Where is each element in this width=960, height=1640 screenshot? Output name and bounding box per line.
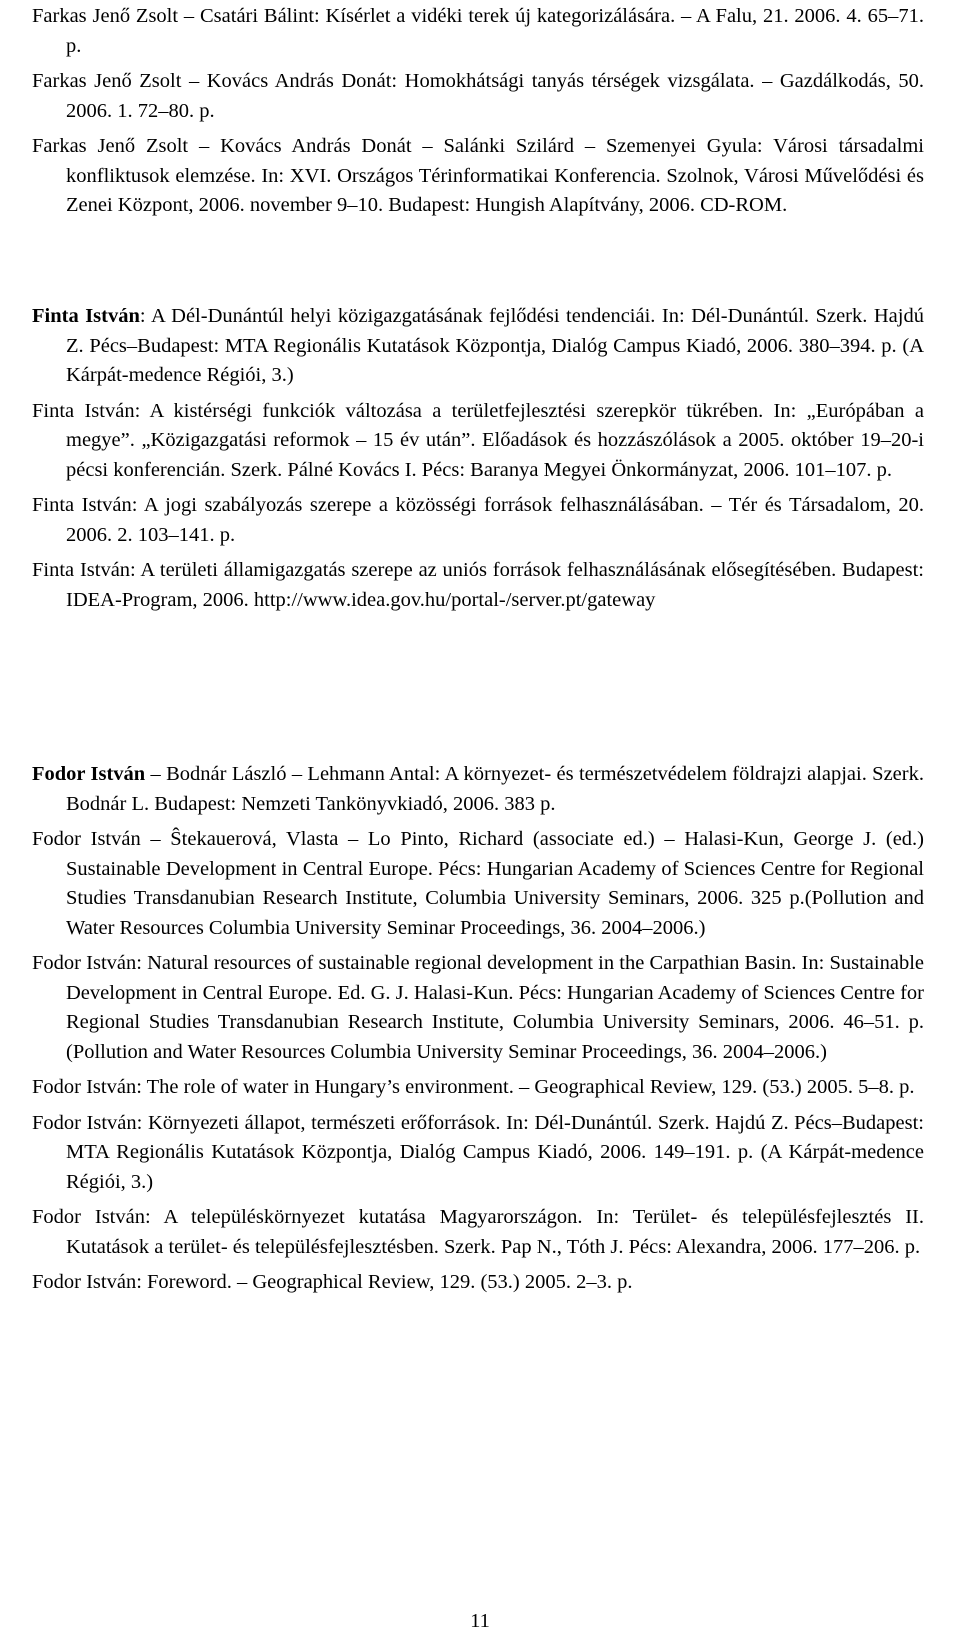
bibliography-entry: Fodor István: The role of water in Hungary’s environment. – Geographical Review, 129. (53.) 2005. 5–8. p. [32, 1076, 915, 1098]
entry-text: – Bodnár László – Lehmann Antal: A környezet- és természetvédelem földrajzi alapjai. Szerk. Bodnár L. Budapest: Nemzeti Tankönyvkiadó, 2006. 383 p. [66, 763, 924, 815]
bibliography-entry: Finta István: A területi államigazgatás szerepe az uniós források felhasználásának elősegítésében. Budapest: IDEA-Program, 2006. http://www.idea.gov.hu/portal-/server.pt/gateway [32, 559, 924, 611]
author-name: Finta István [32, 305, 140, 327]
bibliography-entry: Fodor István: A településkörnyezet kutatása Magyarországon. In: Terület- és településfejlesztés II. Kutatások a terület- és településfejlesztésben. Szerk. Pap N., Tóth J. Pécs: Alexandra, 2006. 177–206. p. [32, 1206, 924, 1258]
bibliography-entry: Fodor István: Natural resources of sustainable regional development in the Carpathian Basin. In: Sustainable Development in Central Europe. Ed. G. J. Halasi-Kun. Pécs: Hungarian Academy of Sciences Centre for Regional Studies Transdanubian Research Institute, Columbia University Seminars, 2006. 46–51. p. (Pollution and Water Resources Columbia University Seminar Proceedings, 36. 2004–2006.) [32, 952, 924, 1063]
bibliography-entry: Fodor István – Ŝtekauerová, Vlasta – Lo Pinto, Richard (associate ed.) – Halasi-Kun, George J. (ed.) Sustainable Development in Central Europe. Pécs: Hungarian Academy of Sciences Centre for Regional Studies Transdanubian Research Institute, Columbia University Seminars, 2006. 325 p.(Pollution and Water Resources Columbia University Seminar Proceedings, 36. 2004–2006.) [32, 828, 924, 939]
bibliography-entry: Farkas Jenő Zsolt – Csatári Bálint: Kísérlet a vidéki terek új kategorizálására. – A Falu, 21. 2006. 4. 65–71. p. [32, 5, 924, 57]
finta-group [32, 302, 924, 621]
author-name: Fodor István [32, 763, 146, 785]
bibliography-entry: Farkas Jenő Zsolt – Kovács András Donát – Salánki Szilárd – Szemenyei Gyula: Városi társadalmi konfliktusok elemzése. In: XVI. Országos Térinformatikai Konferencia. Szolnok, Városi Művelődési és Zenei Központ, 2006. november 9–10. Budapest: Hungish Alapítvány, 2006. CD-ROM. [32, 135, 924, 216]
bibliography-entry [32, 302, 924, 391]
entry-text: : A Dél-Dunántúl helyi közigazgatásának fejlődési tendenciái. In: Dél-Dunántúl. Szerk. Hajdú Z. Pécs–Budapest: MTA Regionális Kutatások Központja, Dialóg Campus Kiadó, 2006. 380–394. p. (A Kárpát-medence Régiói, 3.) [66, 305, 924, 386]
bibliography-entry: Finta István: A kistérségi funkciók változása a területfejlesztési szerepkör tükrében. In: „Európában a megye”. „Közigazgatási reformok – 15 év után”. Előadások és hozzászólások a 2005. október 19–20-i pécsi konferencián. Szerk. Pálné Kovács I. Pécs: Baranya Megyei Önkormányzat, 2006. 101–107. p. [32, 399, 924, 481]
farkas-group [32, 2, 924, 227]
bibliography-entry: Fodor István: Környezeti állapot, természeti erőforrások. In: Dél-Dunántúl. Szerk. Hajdú Z. Pécs–Budapest: MTA Regionális Kutatások Központja, Dialóg Campus Kiadó, 2006. 149–191. p. (A Kárpát-medence Régiói, 3.) [32, 1111, 924, 1193]
bibliography-entry: Finta István: A jogi szabályozás szerepe a közösségi források felhasználásában. – Tér és Társadalom, 20. 2006. 2. 103–141. p. [32, 494, 924, 546]
bibliography-entry [32, 760, 924, 819]
page-number: 11 [470, 1610, 490, 1632]
bibliography-entry: Farkas Jenő Zsolt – Kovács András Donát: Homokhátsági tanyás térségek vizsgálata. – Gazdálkodás, 50. 2006. 1. 72–80. p. [32, 70, 924, 122]
fodor-group [32, 760, 924, 1304]
bibliography-entry: Fodor István: Foreword. – Geographical Review, 129. (53.) 2005. 2–3. p. [32, 1271, 633, 1293]
